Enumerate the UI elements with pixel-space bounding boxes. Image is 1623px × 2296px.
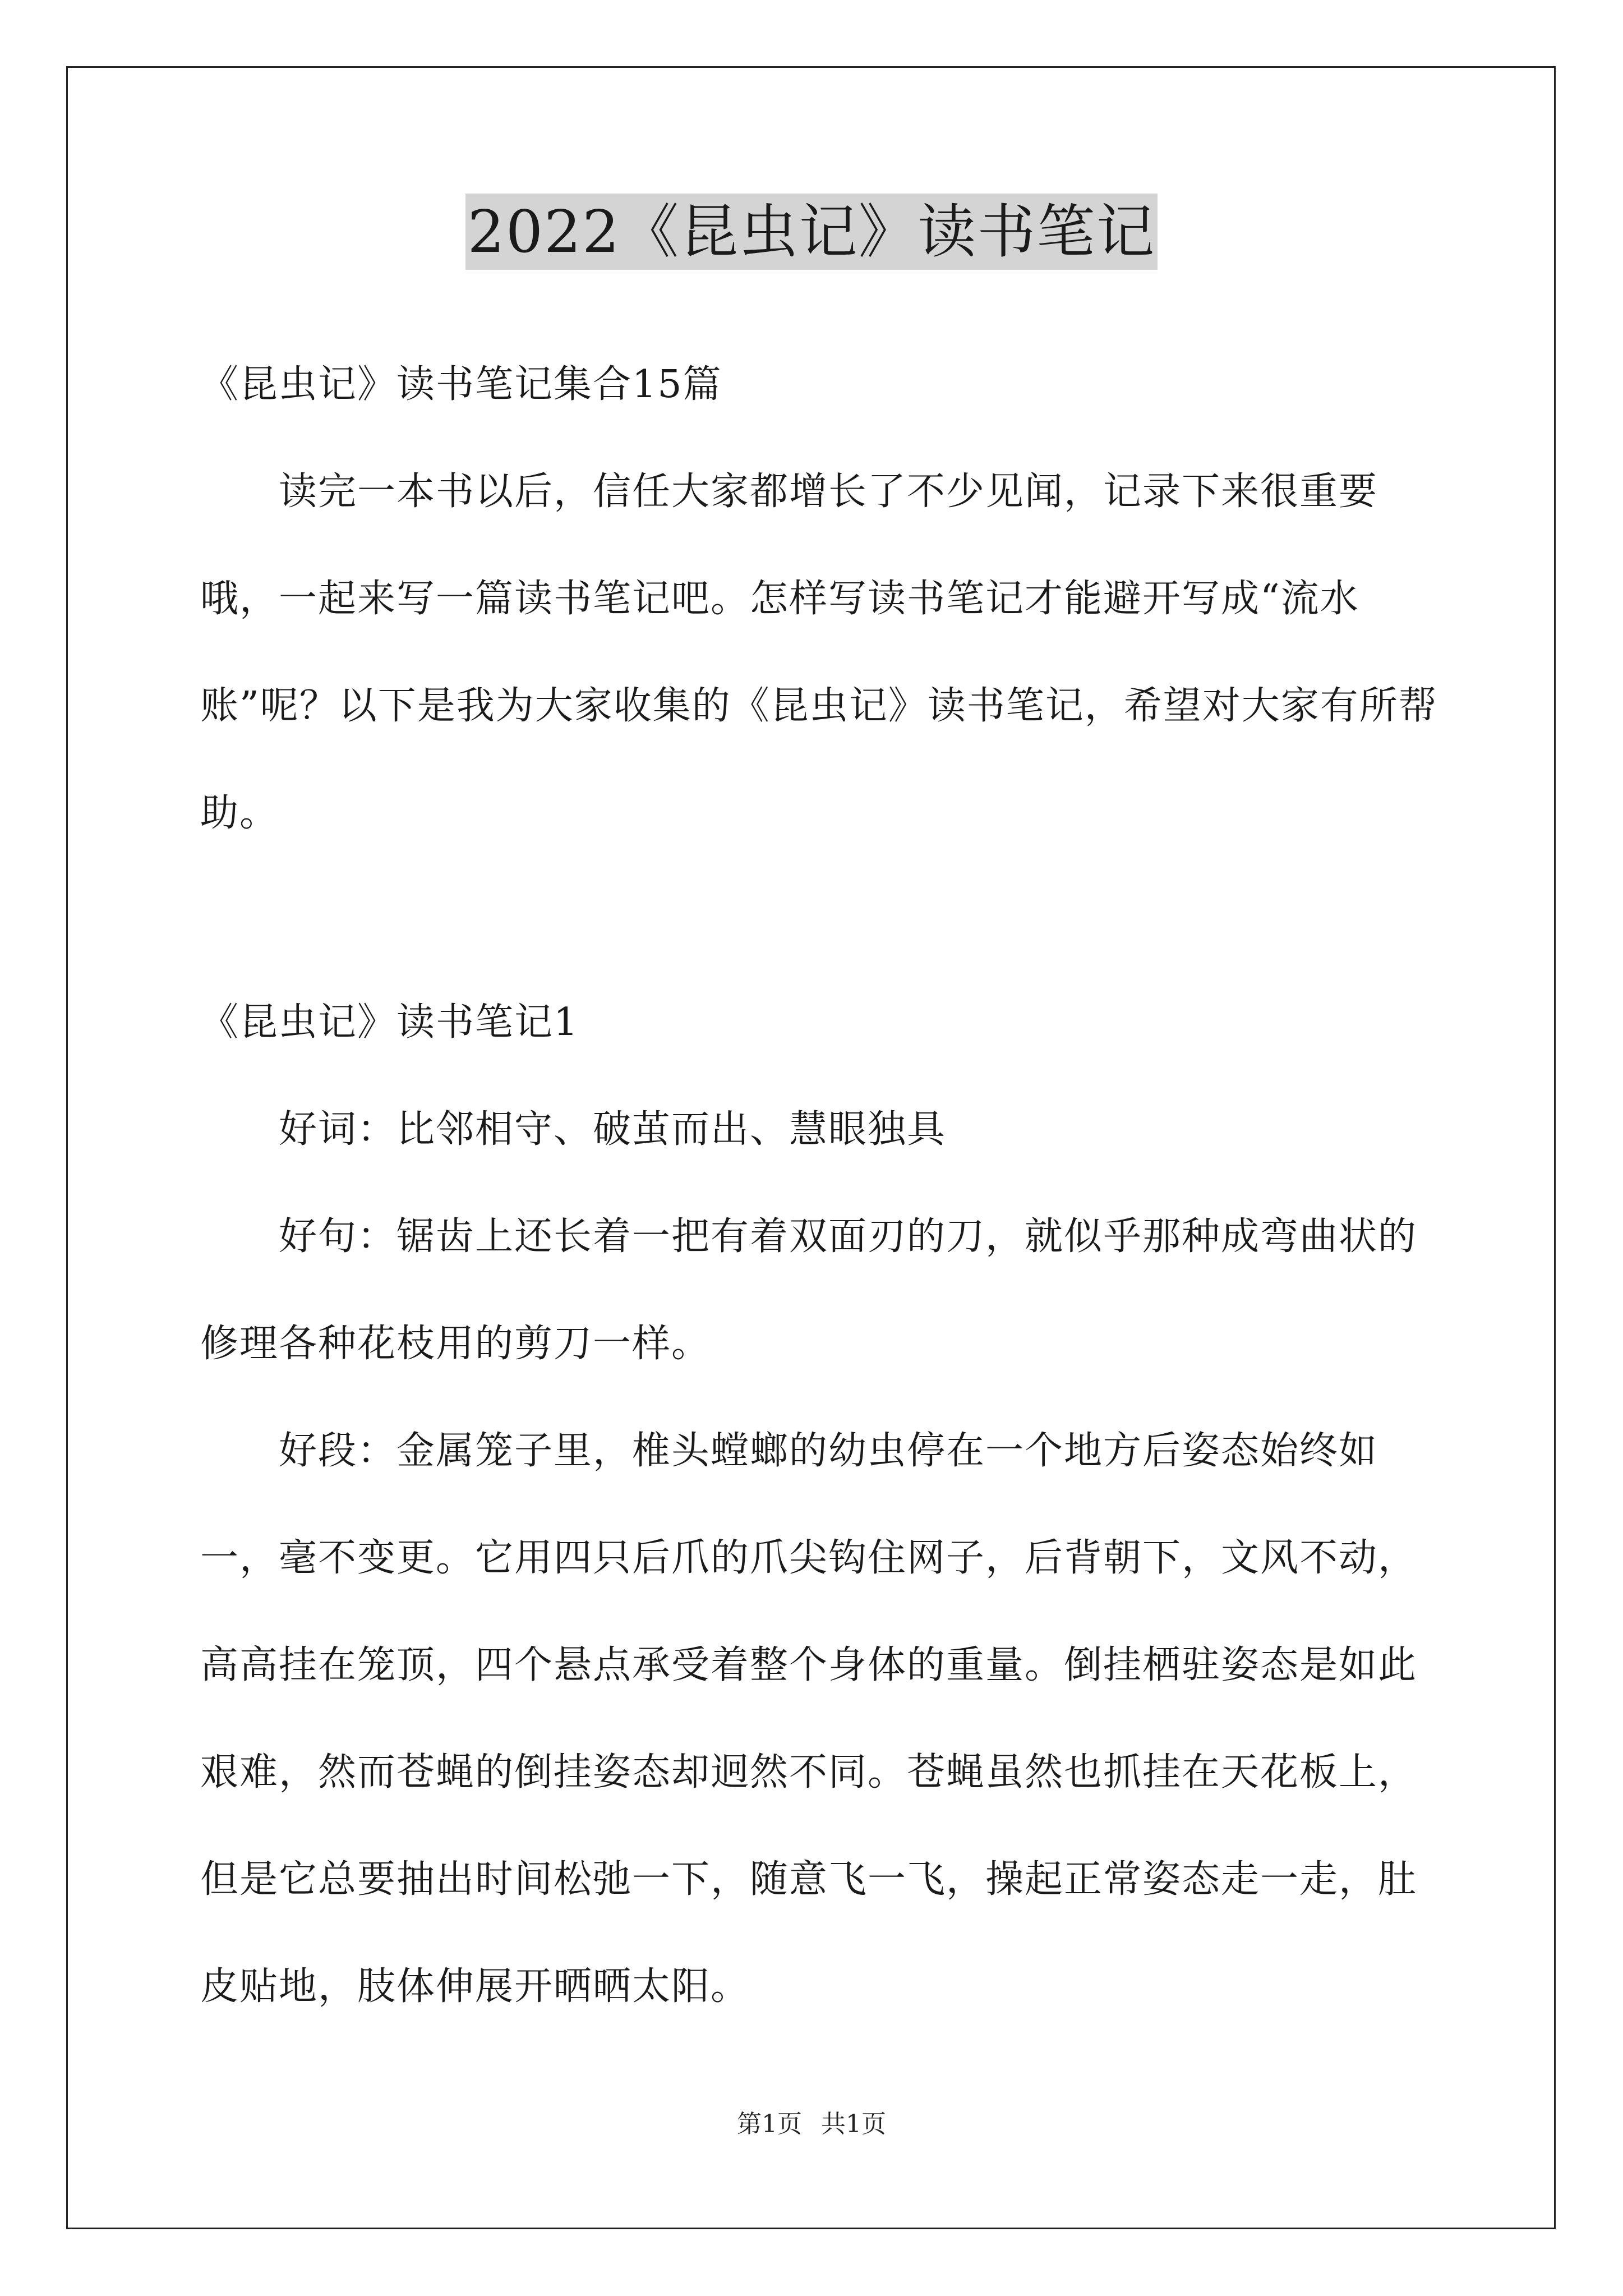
page-number: 第1页 bbox=[737, 2110, 802, 2138]
good-words-paragraph: 好词：比邻相守、破茧而出、慧眼独具 bbox=[279, 1107, 947, 1152]
page-total: 共1页 bbox=[821, 2110, 886, 2138]
title-container bbox=[0, 194, 1623, 270]
page-footer bbox=[0, 2104, 1623, 2139]
section-heading: 《昆虫记》读书笔记1 bbox=[200, 1000, 579, 1045]
document-body bbox=[200, 331, 1440, 2040]
intro-paragraph: 读完一本书以后，信任大家都增长了不少见闻，记录下来很重要哦，一起来写一篇读书笔记吧。怎样写读书笔记才能避开写成“流水账”呢？以下是我为大家收集的《昆虫记》读书笔记，希望对大家有所帮助。 bbox=[200, 470, 1438, 835]
good-paragraph-paragraph: 好段：金属笼子里，椎头螳螂的幼虫停在一个地方后姿态始终如一，毫不变更。它用四只后爪的爪尖钩住网子，后背朝下，文风不动，高高挂在笼顶，四个悬点承受着整个身体的重量。倒挂栖驻姿态是如此艰难，然而苍蝇的倒挂姿态却迥然不同。苍蝇虽然也抓挂在天花板上，但是它总要抽出时间松弛一下，随意飞一飞，操起正常姿态走一走，肚皮贴地，肢体伸展开晒晒太阳。 bbox=[200, 1429, 1418, 2009]
section-spacer bbox=[200, 867, 1440, 969]
subtitle: 《昆虫记》读书笔记集合15篇 bbox=[200, 362, 722, 407]
good-sentence-paragraph: 好句：锯齿上还长着一把有着双面刃的刀，就似乎那种成弯曲状的修理各种花枝用的剪刀一样。 bbox=[200, 1214, 1418, 1366]
document-title: 2022《昆虫记》读书笔记 bbox=[465, 194, 1158, 270]
